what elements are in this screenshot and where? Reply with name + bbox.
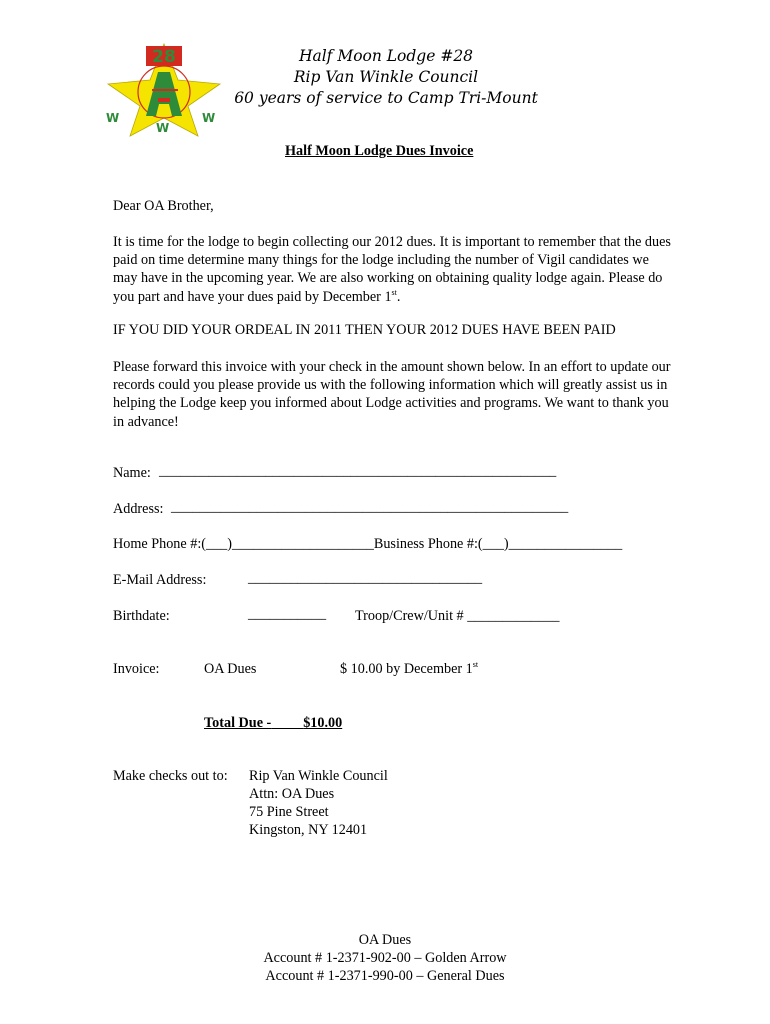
- paragraph-instructions: Please forward this invoice with your check in the amount shown below. In an effort to update our records could you please provide us with the following information which will greatly assist us in helping the Lodge keep you informed about Lodge activities and programs. We want to thank you in advance!: [113, 359, 671, 430]
- logo-w-right: W: [202, 111, 216, 125]
- header-service: 60 years of service to Camp Tri-Mount: [234, 89, 538, 107]
- invoice-label: Invoice:: [113, 661, 160, 677]
- salutation: Dear OA Brother,: [113, 198, 214, 214]
- birthdate-label: Birthdate:: [113, 608, 170, 624]
- logo-w-center: W: [156, 121, 170, 135]
- email-label: E-Mail Address:: [113, 572, 207, 588]
- footer-title: OA Dues: [358, 932, 412, 948]
- header-lodge-name: Half Moon Lodge #28: [298, 47, 474, 65]
- header-council: Rip Van Winkle Council: [293, 68, 479, 86]
- total-due: Total Due - $10.00: [204, 715, 343, 731]
- footer-account-general: Account # 1-2371-990-00 – General Dues: [265, 968, 505, 984]
- name-field[interactable]: ________________________________________________________: [159, 463, 557, 479]
- logo-w-left: W: [106, 111, 120, 125]
- document-title: Half Moon Lodge Dues Invoice: [285, 143, 474, 159]
- email-field[interactable]: _________________________________: [248, 570, 483, 586]
- payee-street: 75 Pine Street: [249, 804, 329, 820]
- address-field[interactable]: ________________________________________________________: [171, 499, 569, 515]
- invoice-amount: $ 10.00 by December 1st: [340, 660, 479, 677]
- birthdate-field[interactable]: ___________: [248, 606, 327, 622]
- paragraph-dues-intro: It is time for the lodge to begin collecting our 2012 dues. It is important to remember that the dues paid on time determine many things for the lodge including the number of Vigil candidates we may have in the upcoming year. We are also working on obtaining quality lodge again. Please do you part and have your dues paid by December 1st.: [113, 234, 671, 305]
- invoice-item: OA Dues: [204, 661, 257, 677]
- troop-field[interactable]: Troop/Crew/Unit # _____________: [355, 608, 560, 624]
- logo-number: 28: [152, 47, 176, 67]
- name-label: Name:: [113, 465, 151, 481]
- address-label: Address:: [113, 501, 164, 517]
- checks-label: Make checks out to:: [113, 768, 228, 784]
- payee-city: Kingston, NY 12401: [249, 822, 368, 838]
- ordeal-notice: IF YOU DID YOUR ORDEAL IN 2011 THEN YOUR 2012 DUES HAVE BEEN PAID: [113, 322, 616, 338]
- payee-attn: Attn: OA Dues: [249, 786, 335, 802]
- phone-fields[interactable]: Home Phone #:(___)____________________Business Phone #:(___)________________: [113, 536, 623, 552]
- footer-account-golden-arrow: Account # 1-2371-902-00 – Golden Arrow: [263, 950, 507, 966]
- payee-name: Rip Van Winkle Council: [249, 768, 388, 784]
